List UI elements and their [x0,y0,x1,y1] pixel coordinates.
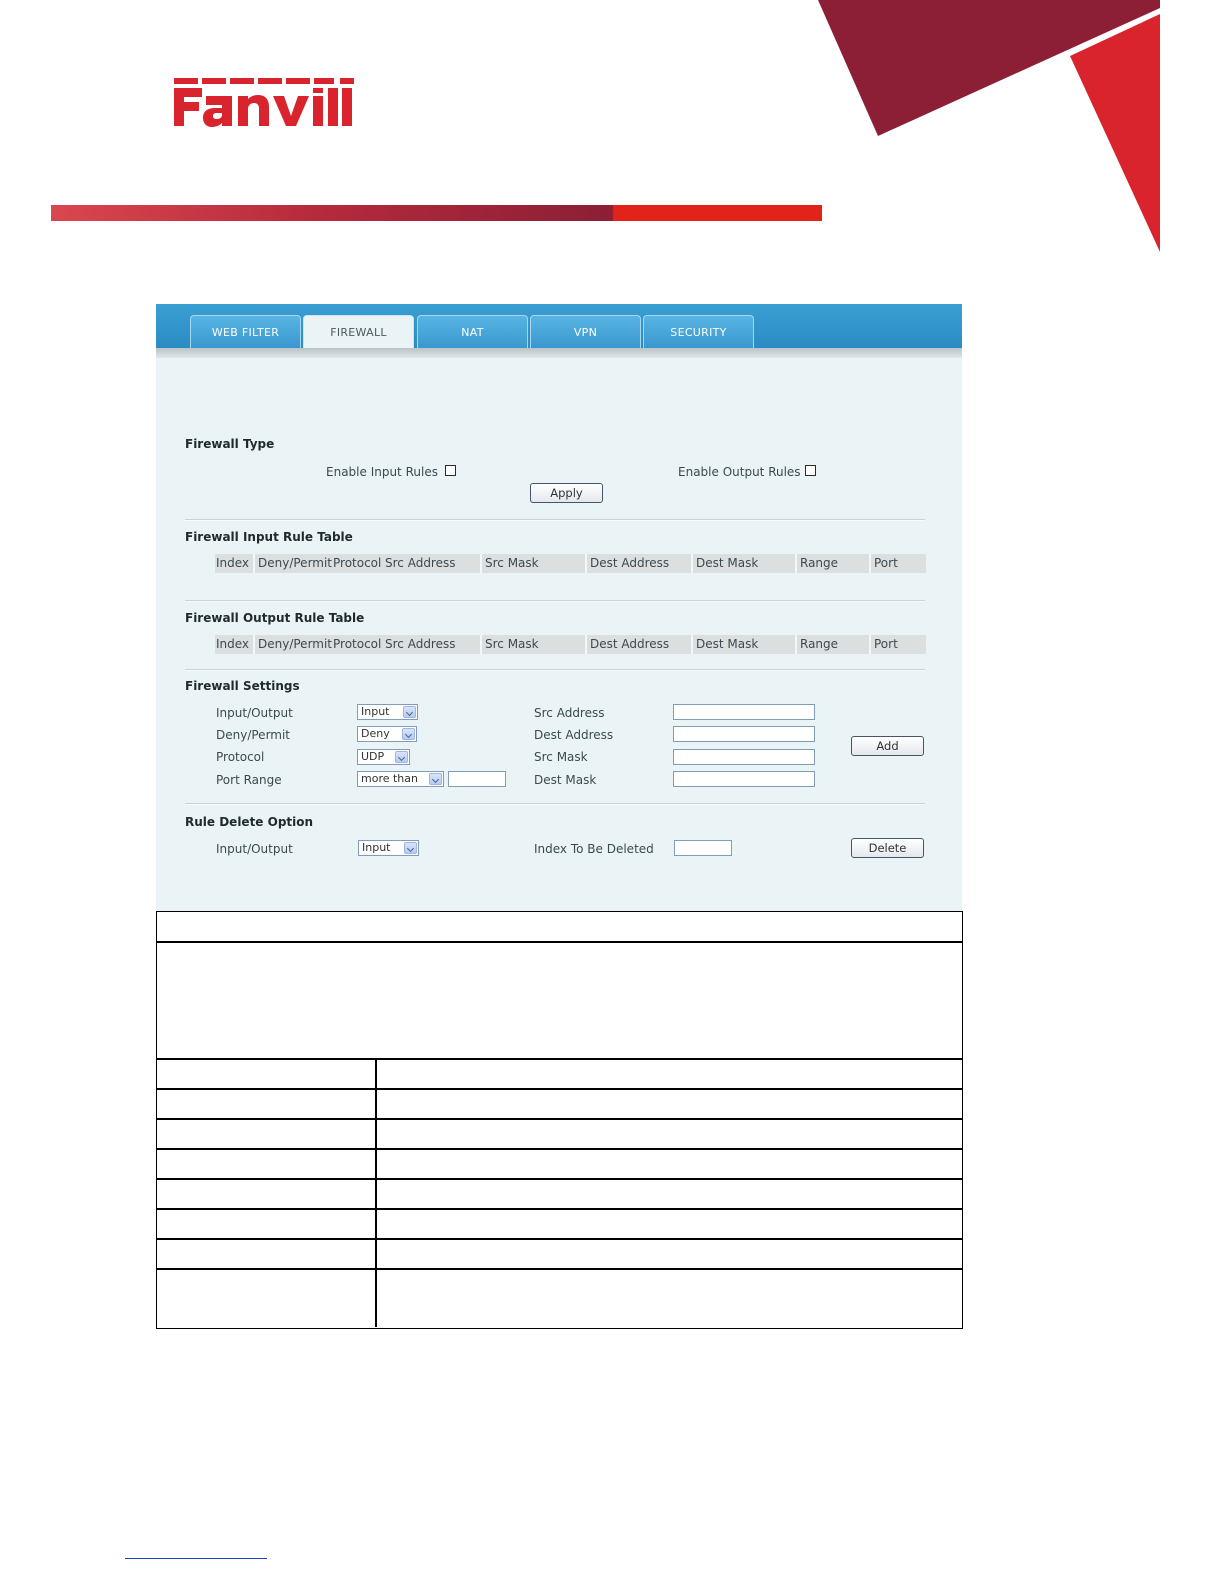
deny-permit-select[interactable] [357,726,417,742]
enable-output-rules-checkbox[interactable] [805,465,816,476]
table-row-border [157,1148,962,1150]
deny-permit-label: Deny/Permit [216,728,291,742]
port-range-label: Port Range [216,773,282,787]
column-header-index: Index [216,556,250,570]
delete-input-output-label: Input/Output [216,842,293,856]
src-mask-label: Src Mask [534,750,588,764]
firewall-type-title: Firewall Type [185,437,275,451]
tab-web-filter[interactable]: WEB FILTER [190,315,301,348]
dest-mask-label: Dest Mask [534,773,597,787]
input-rule-table-title: Firewall Input Rule Table [185,530,353,544]
output-rule-table-title: Firewall Output Rule Table [185,611,365,625]
column-header-port: Port [874,637,898,651]
table-row-border [157,1208,962,1210]
delete-input-output-select[interactable] [358,840,419,856]
port-range-select[interactable] [357,771,444,787]
protocol-label: Protocol [216,750,265,764]
footer-link-underline[interactable] [125,1558,267,1559]
column-header-range: Range [800,637,839,651]
column-header-port: Port [874,556,898,570]
src-address-input[interactable] [673,704,815,720]
fanvil-logo [172,76,358,132]
src-mask-input[interactable] [673,749,815,765]
column-header-deny-permit: Deny/Permit [258,637,333,651]
rule-delete-option-title: Rule Delete Option [185,815,314,829]
chevron-down-icon [429,773,442,785]
apply-button[interactable]: Apply [530,483,603,503]
port-range-selected-value: more than [361,772,418,785]
divider [185,519,925,521]
column-separator [869,554,871,573]
column-header-src-mask: Src Mask [485,637,539,651]
column-header-deny-permit: Deny/Permit [258,556,333,570]
chevron-down-icon [404,842,417,854]
index-to-be-deleted-input[interactable] [674,840,732,856]
column-header-dest-address: Dest Address [590,556,670,570]
table-row-border [157,941,962,943]
column-separator [691,635,693,654]
tab-bar-shadow [156,348,962,358]
protocol-select[interactable] [357,749,410,765]
column-header-dest-mask: Dest Mask [696,637,759,651]
column-separator [253,554,255,573]
tab-firewall[interactable]: FIREWALL [303,315,414,348]
firewall-config-panel [156,304,962,911]
column-separator [585,635,587,654]
port-input[interactable] [448,771,506,787]
add-rule-button[interactable]: Add [851,736,924,756]
column-header-protocol: Protocol [333,556,382,570]
column-separator [795,554,797,573]
chevron-down-icon [402,728,415,740]
column-header-protocol: Protocol [333,637,382,651]
tab-vpn[interactable]: VPN [530,315,641,348]
divider [185,803,925,805]
table-row-border [157,1268,962,1270]
table-column-border [375,1058,377,1327]
dest-mask-input[interactable] [673,771,815,787]
column-separator [795,635,797,654]
column-header-src-address: Src Address [385,556,456,570]
firewall-settings-title: Firewall Settings [185,679,300,693]
deny-permit-selected-value: Deny [361,727,390,740]
table-row-border [157,1178,962,1180]
column-separator [253,635,255,654]
column-header-range: Range [800,556,839,570]
delete-input-output-selected-value: Input [362,841,391,854]
column-header-index: Index [216,637,250,651]
column-separator [480,635,482,654]
delete-rule-button[interactable]: Delete [851,838,924,858]
column-separator [585,554,587,573]
output-rule-table-header [215,635,926,654]
input-output-select[interactable] [357,704,418,720]
input-rule-table-header [215,554,926,573]
table-row-border [157,1058,962,1060]
parameter-description-table [156,911,963,1329]
divider [185,600,925,602]
column-header-dest-mask: Dest Mask [696,556,759,570]
table-row-border [157,1238,962,1240]
enable-input-rules-checkbox[interactable] [445,465,456,476]
index-to-be-deleted-label: Index To Be Deleted [534,842,654,856]
dark-red-shape [818,0,1160,136]
divider [185,669,925,671]
column-header-src-address: Src Address [385,637,456,651]
protocol-selected-value: UDP [361,750,385,763]
column-header-dest-address: Dest Address [590,637,670,651]
column-header-src-mask: Src Mask [485,556,539,570]
enable-output-rules-label: Enable Output Rules [678,465,801,479]
input-output-selected-value: Input [361,705,390,718]
chevron-down-icon [403,706,416,718]
bright-red-shape [1070,14,1160,252]
src-address-label: Src Address [534,706,605,720]
dest-address-input[interactable] [673,726,815,742]
table-row-border [157,1088,962,1090]
column-separator [691,554,693,573]
tab-security[interactable]: SECURITY [643,315,754,348]
enable-input-rules-label: Enable Input Rules [326,465,438,479]
header-gradient-band [51,205,822,221]
fanvil-logo-graphic [172,76,358,132]
table-row-border [157,1118,962,1120]
dest-address-label: Dest Address [534,728,614,742]
column-separator [869,635,871,654]
column-separator [480,554,482,573]
input-output-label: Input/Output [216,706,293,720]
chevron-down-icon [395,751,408,763]
tab-nat[interactable]: NAT [417,315,528,348]
